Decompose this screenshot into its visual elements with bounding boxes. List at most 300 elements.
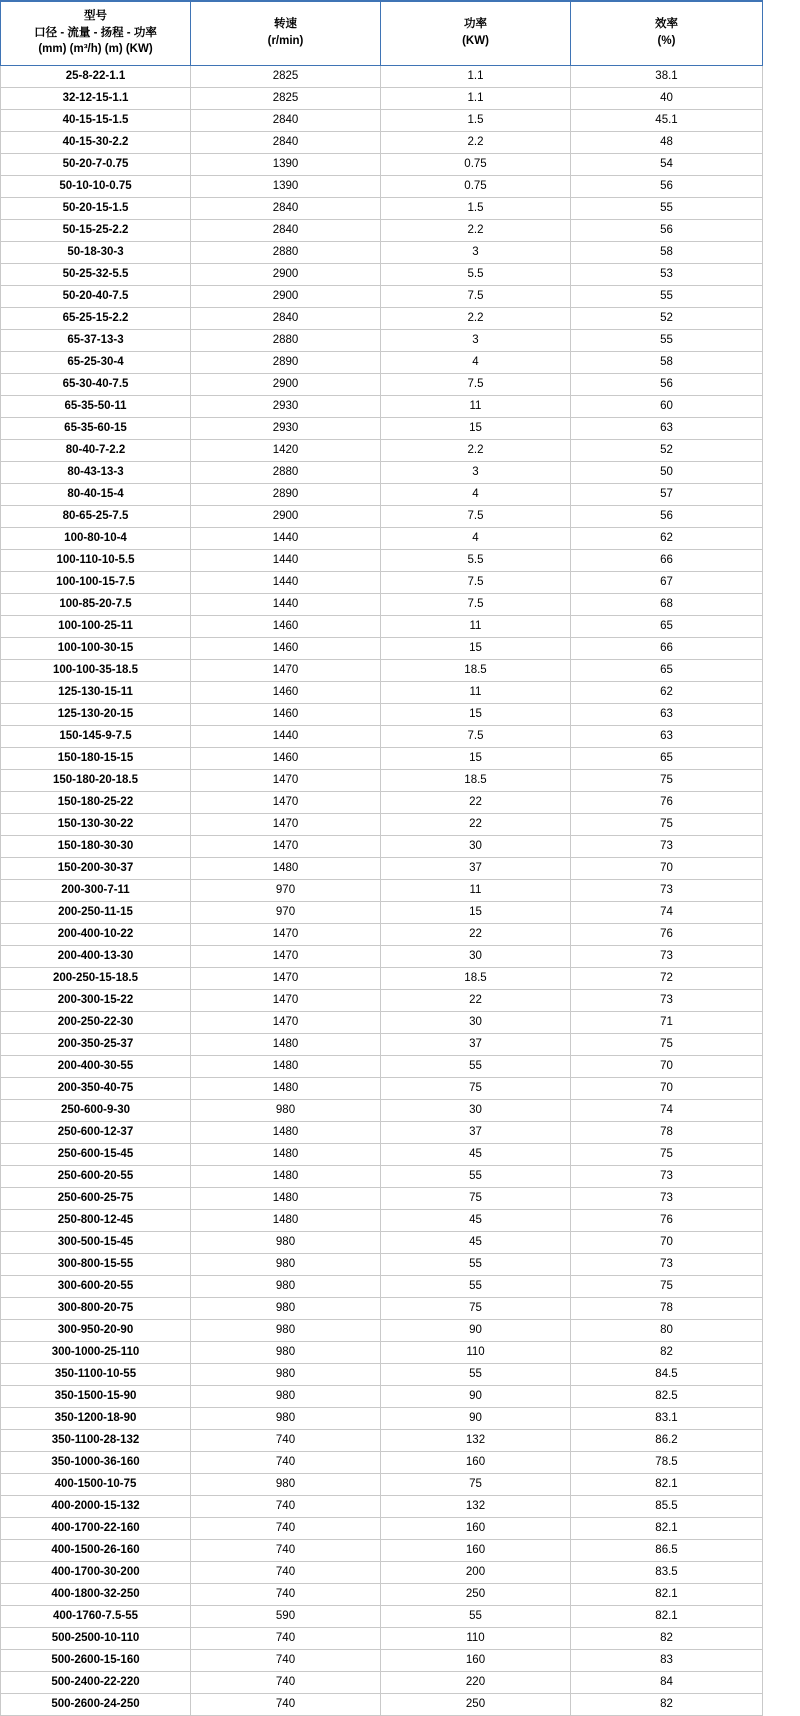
- cell-model: 50-10-10-0.75: [1, 176, 191, 198]
- cell-model: 65-35-50-11: [1, 396, 191, 418]
- table-row: [1, 1034, 763, 1056]
- cell-power: 22: [381, 990, 571, 1012]
- table-row: [1, 1606, 763, 1628]
- cell-speed: 2840: [191, 198, 381, 220]
- cell-efficiency: 70: [571, 858, 763, 880]
- column-header-power-line-2: (KW): [462, 35, 489, 47]
- table-row: [1, 1584, 763, 1606]
- table-row: [1, 594, 763, 616]
- table-row: [1, 440, 763, 462]
- cell-speed: 1480: [191, 1144, 381, 1166]
- cell-model: 350-1500-15-90: [1, 1386, 191, 1408]
- cell-efficiency: 82.1: [571, 1474, 763, 1496]
- table-row: [1, 748, 763, 770]
- cell-power: 75: [381, 1078, 571, 1100]
- table-row: [1, 726, 763, 748]
- cell-model: 65-37-13-3: [1, 330, 191, 352]
- cell-speed: 1390: [191, 176, 381, 198]
- cell-power: 7.5: [381, 726, 571, 748]
- table-row: [1, 1188, 763, 1210]
- cell-efficiency: 70: [571, 1056, 763, 1078]
- cell-speed: 980: [191, 1276, 381, 1298]
- cell-speed: 740: [191, 1672, 381, 1694]
- cell-power: 4: [381, 352, 571, 374]
- cell-model: 125-130-15-11: [1, 682, 191, 704]
- cell-model: 200-400-10-22: [1, 924, 191, 946]
- table-row: [1, 308, 763, 330]
- cell-model: 80-40-7-2.2: [1, 440, 191, 462]
- cell-speed: 1480: [191, 1034, 381, 1056]
- cell-efficiency: 58: [571, 352, 763, 374]
- cell-speed: 1460: [191, 616, 381, 638]
- cell-power: 15: [381, 748, 571, 770]
- cell-speed: 740: [191, 1430, 381, 1452]
- cell-speed: 1470: [191, 836, 381, 858]
- table-row: [1, 880, 763, 902]
- cell-model: 65-35-60-15: [1, 418, 191, 440]
- cell-efficiency: 74: [571, 902, 763, 924]
- cell-speed: 2890: [191, 484, 381, 506]
- cell-power: 0.75: [381, 154, 571, 176]
- cell-efficiency: 82: [571, 1342, 763, 1364]
- cell-efficiency: 73: [571, 836, 763, 858]
- cell-efficiency: 78.5: [571, 1452, 763, 1474]
- cell-efficiency: 70: [571, 1078, 763, 1100]
- cell-efficiency: 83.5: [571, 1562, 763, 1584]
- table-row: [1, 968, 763, 990]
- cell-model: 200-350-40-75: [1, 1078, 191, 1100]
- table-row: [1, 1496, 763, 1518]
- cell-power: 15: [381, 902, 571, 924]
- cell-speed: 1470: [191, 814, 381, 836]
- table-row: [1, 550, 763, 572]
- cell-model: 50-20-40-7.5: [1, 286, 191, 308]
- cell-efficiency: 83: [571, 1650, 763, 1672]
- cell-model: 400-1700-30-200: [1, 1562, 191, 1584]
- table-row: [1, 418, 763, 440]
- table-row: [1, 1518, 763, 1540]
- cell-efficiency: 85.5: [571, 1496, 763, 1518]
- cell-model: 50-15-25-2.2: [1, 220, 191, 242]
- cell-speed: 1480: [191, 1210, 381, 1232]
- cell-model: 400-1500-10-75: [1, 1474, 191, 1496]
- cell-power: 1.1: [381, 88, 571, 110]
- cell-power: 18.5: [381, 660, 571, 682]
- cell-efficiency: 54: [571, 154, 763, 176]
- cell-efficiency: 75: [571, 1276, 763, 1298]
- cell-speed: 740: [191, 1628, 381, 1650]
- cell-model: 150-180-20-18.5: [1, 770, 191, 792]
- column-header-efficiency: [571, 1, 763, 66]
- table-row: [1, 1012, 763, 1034]
- cell-efficiency: 55: [571, 198, 763, 220]
- table-row: [1, 132, 763, 154]
- table-row: [1, 374, 763, 396]
- cell-model: 400-1760-7.5-55: [1, 1606, 191, 1628]
- table-row: [1, 1628, 763, 1650]
- cell-speed: 740: [191, 1452, 381, 1474]
- cell-efficiency: 57: [571, 484, 763, 506]
- cell-power: 110: [381, 1342, 571, 1364]
- cell-model: 100-100-15-7.5: [1, 572, 191, 594]
- cell-efficiency: 82: [571, 1628, 763, 1650]
- cell-model: 65-30-40-7.5: [1, 374, 191, 396]
- cell-efficiency: 73: [571, 1254, 763, 1276]
- cell-efficiency: 70: [571, 1232, 763, 1254]
- cell-model: 250-600-25-75: [1, 1188, 191, 1210]
- cell-efficiency: 78: [571, 1122, 763, 1144]
- cell-power: 110: [381, 1628, 571, 1650]
- cell-model: 250-600-9-30: [1, 1100, 191, 1122]
- cell-model: 250-600-20-55: [1, 1166, 191, 1188]
- cell-power: 55: [381, 1364, 571, 1386]
- cell-speed: 1460: [191, 682, 381, 704]
- cell-speed: 740: [191, 1650, 381, 1672]
- table-row: [1, 198, 763, 220]
- cell-power: 30: [381, 946, 571, 968]
- cell-power: 3: [381, 462, 571, 484]
- cell-model: 500-2500-10-110: [1, 1628, 191, 1650]
- cell-efficiency: 40: [571, 88, 763, 110]
- cell-speed: 1440: [191, 550, 381, 572]
- table-row: [1, 154, 763, 176]
- cell-model: 40-15-15-1.5: [1, 110, 191, 132]
- cell-power: 55: [381, 1254, 571, 1276]
- cell-power: 45: [381, 1232, 571, 1254]
- table-row: [1, 1386, 763, 1408]
- cell-efficiency: 75: [571, 1144, 763, 1166]
- cell-speed: 2880: [191, 462, 381, 484]
- cell-power: 22: [381, 814, 571, 836]
- cell-efficiency: 76: [571, 924, 763, 946]
- cell-model: 32-12-15-1.1: [1, 88, 191, 110]
- cell-speed: 1470: [191, 770, 381, 792]
- cell-speed: 2930: [191, 418, 381, 440]
- cell-model: 150-180-25-22: [1, 792, 191, 814]
- cell-power: 3: [381, 242, 571, 264]
- cell-efficiency: 56: [571, 374, 763, 396]
- table-row: [1, 902, 763, 924]
- cell-model: 200-250-15-18.5: [1, 968, 191, 990]
- cell-efficiency: 63: [571, 418, 763, 440]
- cell-speed: 1440: [191, 726, 381, 748]
- column-header-power: [381, 1, 571, 66]
- cell-model: 50-25-32-5.5: [1, 264, 191, 286]
- cell-efficiency: 58: [571, 242, 763, 264]
- cell-power: 30: [381, 836, 571, 858]
- table-row: [1, 660, 763, 682]
- cell-power: 160: [381, 1650, 571, 1672]
- table-row: [1, 1694, 763, 1716]
- cell-efficiency: 76: [571, 792, 763, 814]
- cell-power: 4: [381, 528, 571, 550]
- cell-efficiency: 82.1: [571, 1518, 763, 1540]
- cell-model: 350-1000-36-160: [1, 1452, 191, 1474]
- cell-power: 75: [381, 1474, 571, 1496]
- cell-power: 1.5: [381, 198, 571, 220]
- cell-model: 500-2600-15-160: [1, 1650, 191, 1672]
- table-row: [1, 1430, 763, 1452]
- cell-speed: 2900: [191, 286, 381, 308]
- cell-power: 18.5: [381, 770, 571, 792]
- cell-speed: 1460: [191, 748, 381, 770]
- cell-speed: 1480: [191, 1056, 381, 1078]
- column-header-model-line-3: (mm) (m³/h) (m) (KW): [38, 43, 153, 56]
- cell-power: 3: [381, 330, 571, 352]
- cell-speed: 2880: [191, 330, 381, 352]
- column-header-speed: [191, 1, 381, 66]
- cell-efficiency: 55: [571, 330, 763, 352]
- cell-model: 50-20-15-1.5: [1, 198, 191, 220]
- cell-speed: 1480: [191, 858, 381, 880]
- cell-power: 15: [381, 638, 571, 660]
- cell-model: 80-65-25-7.5: [1, 506, 191, 528]
- cell-power: 11: [381, 616, 571, 638]
- cell-model: 500-2600-24-250: [1, 1694, 191, 1716]
- cell-speed: 1390: [191, 154, 381, 176]
- cell-model: 300-800-15-55: [1, 1254, 191, 1276]
- cell-power: 7.5: [381, 506, 571, 528]
- cell-power: 4: [381, 484, 571, 506]
- cell-model: 350-1100-28-132: [1, 1430, 191, 1452]
- cell-power: 18.5: [381, 968, 571, 990]
- cell-model: 100-100-35-18.5: [1, 660, 191, 682]
- cell-model: 500-2400-22-220: [1, 1672, 191, 1694]
- table-row: [1, 352, 763, 374]
- cell-efficiency: 73: [571, 1188, 763, 1210]
- cell-power: 7.5: [381, 572, 571, 594]
- cell-speed: 740: [191, 1540, 381, 1562]
- cell-speed: 2900: [191, 264, 381, 286]
- cell-speed: 2825: [191, 66, 381, 88]
- cell-model: 150-130-30-22: [1, 814, 191, 836]
- cell-speed: 2840: [191, 132, 381, 154]
- table-header: [1, 1, 763, 66]
- table-row: [1, 704, 763, 726]
- cell-efficiency: 72: [571, 968, 763, 990]
- table-row: [1, 1672, 763, 1694]
- cell-model: 65-25-30-4: [1, 352, 191, 374]
- cell-power: 30: [381, 1012, 571, 1034]
- table-row: [1, 506, 763, 528]
- cell-speed: 980: [191, 1364, 381, 1386]
- cell-efficiency: 76: [571, 1210, 763, 1232]
- cell-speed: 2840: [191, 308, 381, 330]
- cell-efficiency: 63: [571, 704, 763, 726]
- table-row: [1, 1144, 763, 1166]
- cell-power: 7.5: [381, 374, 571, 396]
- table-row: [1, 1254, 763, 1276]
- cell-efficiency: 82.1: [571, 1606, 763, 1628]
- column-header-power-line-1: 功率: [464, 18, 487, 31]
- cell-model: 400-1800-32-250: [1, 1584, 191, 1606]
- cell-power: 250: [381, 1584, 571, 1606]
- cell-power: 160: [381, 1452, 571, 1474]
- cell-speed: 1470: [191, 792, 381, 814]
- cell-power: 55: [381, 1166, 571, 1188]
- cell-power: 160: [381, 1540, 571, 1562]
- cell-model: 25-8-22-1.1: [1, 66, 191, 88]
- cell-power: 22: [381, 924, 571, 946]
- cell-power: 75: [381, 1298, 571, 1320]
- cell-power: 220: [381, 1672, 571, 1694]
- cell-efficiency: 55: [571, 286, 763, 308]
- table-row: [1, 836, 763, 858]
- cell-speed: 740: [191, 1562, 381, 1584]
- cell-efficiency: 66: [571, 638, 763, 660]
- table-row: [1, 1100, 763, 1122]
- table-row: [1, 924, 763, 946]
- cell-speed: 740: [191, 1584, 381, 1606]
- cell-model: 125-130-20-15: [1, 704, 191, 726]
- cell-model: 400-1500-26-160: [1, 1540, 191, 1562]
- cell-power: 5.5: [381, 264, 571, 286]
- cell-efficiency: 86.2: [571, 1430, 763, 1452]
- cell-efficiency: 75: [571, 770, 763, 792]
- cell-speed: 2900: [191, 506, 381, 528]
- table-row: [1, 682, 763, 704]
- cell-model: 50-18-30-3: [1, 242, 191, 264]
- table-row: [1, 286, 763, 308]
- cell-power: 1.1: [381, 66, 571, 88]
- cell-efficiency: 65: [571, 616, 763, 638]
- table-row: [1, 1210, 763, 1232]
- cell-power: 2.2: [381, 308, 571, 330]
- table-row: [1, 66, 763, 88]
- cell-model: 40-15-30-2.2: [1, 132, 191, 154]
- cell-speed: 980: [191, 1254, 381, 1276]
- table-row: [1, 396, 763, 418]
- cell-model: 300-800-20-75: [1, 1298, 191, 1320]
- cell-efficiency: 80: [571, 1320, 763, 1342]
- table-row: [1, 176, 763, 198]
- cell-power: 132: [381, 1496, 571, 1518]
- cell-efficiency: 82.5: [571, 1386, 763, 1408]
- cell-power: 90: [381, 1408, 571, 1430]
- cell-efficiency: 50: [571, 462, 763, 484]
- cell-power: 15: [381, 704, 571, 726]
- cell-efficiency: 56: [571, 176, 763, 198]
- table-row: [1, 1540, 763, 1562]
- cell-efficiency: 65: [571, 660, 763, 682]
- cell-model: 400-1700-22-160: [1, 1518, 191, 1540]
- cell-efficiency: 67: [571, 572, 763, 594]
- table-row: [1, 1364, 763, 1386]
- table-row: [1, 1276, 763, 1298]
- cell-speed: 2930: [191, 396, 381, 418]
- column-header-model: [1, 1, 191, 66]
- table-body: [1, 66, 763, 1716]
- table-row: [1, 264, 763, 286]
- cell-efficiency: 60: [571, 396, 763, 418]
- cell-power: 2.2: [381, 220, 571, 242]
- table-row: [1, 1298, 763, 1320]
- cell-power: 30: [381, 1100, 571, 1122]
- column-header-model-line-1: 型号: [84, 10, 107, 22]
- cell-speed: 1440: [191, 594, 381, 616]
- cell-power: 1.5: [381, 110, 571, 132]
- cell-efficiency: 45.1: [571, 110, 763, 132]
- cell-speed: 980: [191, 1298, 381, 1320]
- cell-power: 160: [381, 1518, 571, 1540]
- cell-speed: 980: [191, 1232, 381, 1254]
- cell-power: 45: [381, 1144, 571, 1166]
- cell-power: 7.5: [381, 594, 571, 616]
- cell-model: 300-600-20-55: [1, 1276, 191, 1298]
- cell-speed: 1470: [191, 1012, 381, 1034]
- table-row: [1, 462, 763, 484]
- cell-power: 200: [381, 1562, 571, 1584]
- cell-speed: 1460: [191, 638, 381, 660]
- table-row: [1, 990, 763, 1012]
- cell-model: 200-300-15-22: [1, 990, 191, 1012]
- cell-efficiency: 74: [571, 1100, 763, 1122]
- cell-speed: 590: [191, 1606, 381, 1628]
- cell-efficiency: 75: [571, 814, 763, 836]
- cell-efficiency: 62: [571, 528, 763, 550]
- cell-efficiency: 83.1: [571, 1408, 763, 1430]
- column-header-efficiency-line-2: (%): [657, 35, 676, 47]
- cell-efficiency: 75: [571, 1034, 763, 1056]
- cell-model: 300-1000-25-110: [1, 1342, 191, 1364]
- cell-model: 100-100-25-11: [1, 616, 191, 638]
- cell-speed: 1480: [191, 1122, 381, 1144]
- cell-power: 7.5: [381, 286, 571, 308]
- cell-model: 100-80-10-4: [1, 528, 191, 550]
- cell-efficiency: 52: [571, 440, 763, 462]
- cell-power: 2.2: [381, 132, 571, 154]
- cell-model: 250-600-12-37: [1, 1122, 191, 1144]
- cell-speed: 1470: [191, 946, 381, 968]
- cell-model: 250-800-12-45: [1, 1210, 191, 1232]
- table-row: [1, 572, 763, 594]
- cell-model: 400-2000-15-132: [1, 1496, 191, 1518]
- cell-power: 55: [381, 1276, 571, 1298]
- table-row: [1, 1078, 763, 1100]
- table-row: [1, 1452, 763, 1474]
- table-row: [1, 616, 763, 638]
- cell-speed: 970: [191, 880, 381, 902]
- table-row: [1, 528, 763, 550]
- table-row: [1, 1408, 763, 1430]
- cell-model: 150-145-9-7.5: [1, 726, 191, 748]
- cell-efficiency: 71: [571, 1012, 763, 1034]
- column-header-model-line-2: 口径 - 流量 - 扬程 - 功率: [34, 26, 157, 39]
- cell-speed: 1480: [191, 1166, 381, 1188]
- cell-efficiency: 68: [571, 594, 763, 616]
- table-row: [1, 1320, 763, 1342]
- cell-speed: 2840: [191, 220, 381, 242]
- cell-speed: 2840: [191, 110, 381, 132]
- cell-efficiency: 56: [571, 506, 763, 528]
- cell-power: 11: [381, 396, 571, 418]
- cell-speed: 980: [191, 1100, 381, 1122]
- cell-model: 150-180-30-30: [1, 836, 191, 858]
- cell-speed: 1440: [191, 528, 381, 550]
- cell-efficiency: 62: [571, 682, 763, 704]
- cell-speed: 1470: [191, 968, 381, 990]
- cell-model: 80-43-13-3: [1, 462, 191, 484]
- cell-power: 250: [381, 1694, 571, 1716]
- cell-efficiency: 56: [571, 220, 763, 242]
- column-header-speed-line-1: 转速: [274, 18, 297, 31]
- column-header-speed-line-2: (r/min): [267, 35, 304, 47]
- cell-power: 37: [381, 858, 571, 880]
- cell-speed: 2890: [191, 352, 381, 374]
- cell-power: 22: [381, 792, 571, 814]
- cell-power: 5.5: [381, 550, 571, 572]
- cell-model: 200-300-7-11: [1, 880, 191, 902]
